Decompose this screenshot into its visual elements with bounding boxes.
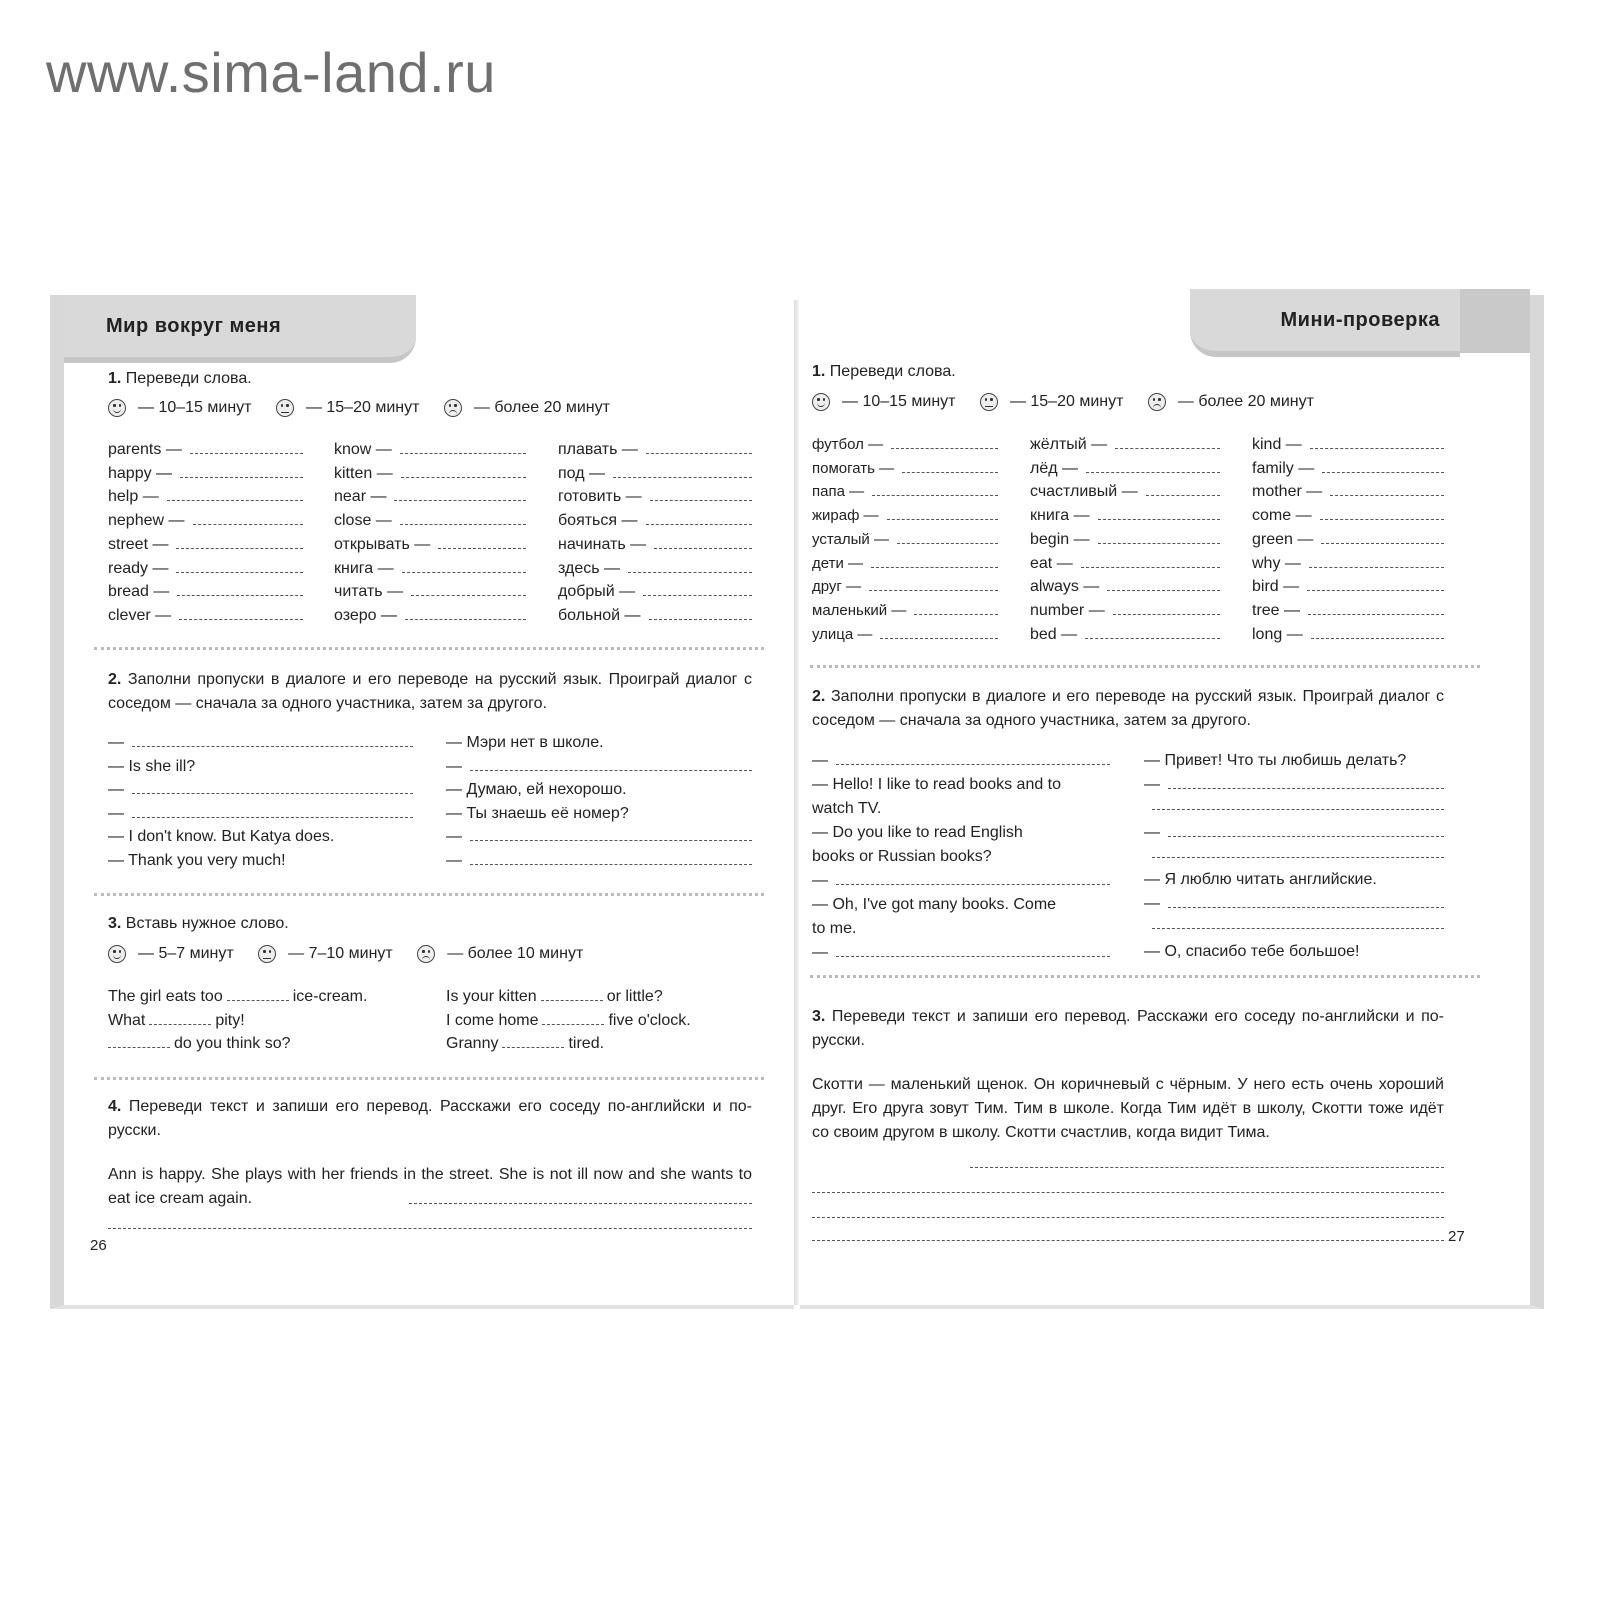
word-item[interactable]: parents — [108, 438, 303, 462]
word-item[interactable]: готовить — [558, 485, 752, 509]
fill-in-sentence[interactable]: What pity! [108, 1011, 245, 1029]
word-item[interactable]: come — [1252, 504, 1444, 528]
dialogue-line: — Мэри нет в школе. [446, 734, 604, 751]
answer-line[interactable] [108, 1228, 752, 1229]
page-number: 27 [1448, 1228, 1465, 1245]
word-item[interactable]: здесь — [558, 557, 752, 581]
dialogue-line[interactable]: — [446, 849, 752, 873]
word-item[interactable]: помогать — [812, 457, 998, 481]
task1-heading: 1. Переведи слова. [812, 363, 956, 380]
word-item[interactable]: дети — [812, 552, 998, 576]
sad-face-icon [417, 945, 435, 963]
word-item[interactable]: плавать — [558, 438, 752, 462]
task4-text: Ann is happy. She plays with her friends in the street. She is not ill now and she wants to eat ice cream again. [108, 1166, 752, 1207]
dialogue-line: to me. [812, 920, 857, 937]
word-item[interactable]: папа — [812, 480, 998, 504]
dialogue-line[interactable]: — [812, 941, 1110, 965]
word-item[interactable]: улица — [812, 623, 998, 647]
fill-in-sentence[interactable]: do you think so? [108, 1032, 438, 1056]
dialogue-left-column [812, 749, 1110, 965]
word-item[interactable]: бояться — [558, 509, 752, 533]
word-column-2 [1030, 433, 1220, 646]
word-item[interactable]: kind — [1252, 433, 1444, 457]
left-page [50, 295, 794, 1309]
dialogue-line[interactable]: — [108, 778, 413, 802]
word-item[interactable]: ready — [108, 557, 303, 581]
word-item[interactable]: begin — [1030, 528, 1220, 552]
time-legend: — 5–7 минут — 7–10 минут — более 10 минут [108, 945, 603, 968]
word-item[interactable]: больной — [558, 604, 752, 628]
word-item[interactable]: near — [334, 485, 526, 509]
answer-line[interactable] [970, 1167, 1444, 1168]
word-item[interactable]: kitten — [334, 462, 526, 486]
dialogue-line: — I don't know. But Katya does. [108, 828, 335, 845]
time-legend: — 10–15 минут — 15–20 минут — более 20 минут [812, 393, 1334, 416]
dialogue-line: — Я люблю читать английские. [1144, 871, 1377, 888]
task3-text: Скотти — маленький щенок. Он коричневый с чёрным. У него есть очень хороший друг. Его друга зовут Тим. Тим в школе. Когда Тим идёт в школу, Скотти тоже идёт со своим другом в школу. Скотти счастлив, когда видит Тима. [812, 1076, 1444, 1141]
neutral-face-icon [980, 393, 998, 411]
task3-heading: 3. Переведи текст и запиши его перевод. Расскажи его соседу по-английски и по-русски. [812, 1008, 1444, 1049]
word-item[interactable]: bed — [1030, 623, 1220, 647]
section-divider [94, 893, 764, 896]
dialogue-line: — Is she ill? [108, 757, 196, 775]
word-column-3 [558, 438, 752, 628]
dialogue-line: — Oh, I've got many books. Come [812, 896, 1057, 913]
word-item[interactable]: под — [558, 462, 752, 486]
word-item[interactable]: друг — [812, 575, 998, 599]
sad-face-icon [1148, 393, 1166, 411]
section-divider [810, 975, 1480, 978]
dialogue-line[interactable]: — [1144, 773, 1444, 797]
fill-in-sentence[interactable]: Is your kitten or little? [446, 988, 663, 1005]
word-item[interactable]: книга — [1030, 504, 1220, 528]
fill-in-sentence[interactable]: The girl eats too ice-cream. [108, 988, 368, 1005]
dialogue-line[interactable] [1144, 797, 1444, 821]
answer-line[interactable] [812, 1217, 1444, 1218]
right-page [800, 295, 1544, 1309]
section-divider [94, 1077, 764, 1080]
word-item[interactable]: счастливый — [1030, 480, 1220, 504]
dialogue-line[interactable]: — [108, 731, 413, 755]
word-item[interactable]: читать — [334, 580, 526, 604]
word-item[interactable]: озеро — [334, 604, 526, 628]
word-item[interactable]: nephew — [108, 509, 303, 533]
dialogue-line[interactable]: — [812, 869, 1110, 893]
header-bar [1460, 289, 1530, 353]
sad-face-icon [444, 399, 462, 417]
time-legend: — 10–15 минут — 15–20 минут — более 20 минут [108, 399, 630, 422]
neutral-face-icon [258, 945, 276, 963]
word-item[interactable]: mother — [1252, 480, 1444, 504]
dialogue-line[interactable]: — [108, 802, 413, 826]
answer-line[interactable] [812, 1192, 1444, 1193]
word-item[interactable]: книга — [334, 557, 526, 581]
dialogue-line: — Ты знаешь её номер? [446, 804, 629, 822]
dialogue-line[interactable] [1144, 916, 1444, 940]
task4-heading: 4. Переведи текст и запиши его перевод. Расскажи его соседу по-английски и по-русски. [108, 1098, 752, 1139]
word-item[interactable]: long — [1252, 623, 1444, 647]
happy-face-icon [108, 945, 126, 963]
dialogue-line: books or Russian books? [812, 848, 992, 865]
fill-in-column-2 [446, 985, 766, 1056]
word-item[interactable]: начинать — [558, 533, 752, 557]
dialogue-line[interactable]: — [812, 749, 1110, 773]
answer-line[interactable] [409, 1203, 752, 1204]
section-divider [94, 647, 764, 650]
word-item[interactable]: tree — [1252, 599, 1444, 623]
dialogue-line[interactable]: — [446, 755, 752, 779]
word-item[interactable]: close — [334, 509, 526, 533]
word-item[interactable]: bread — [108, 580, 303, 604]
section-divider [810, 665, 1480, 668]
word-item[interactable]: eat — [1030, 552, 1220, 576]
word-item[interactable]: family — [1252, 457, 1444, 481]
happy-face-icon [108, 399, 126, 417]
word-column-3 [1252, 433, 1444, 646]
dialogue-line[interactable]: — [1144, 821, 1444, 845]
dialogue-line: — Do you like to read English [812, 824, 1023, 841]
word-item[interactable]: why — [1252, 552, 1444, 576]
dialogue-line: watch TV. [812, 800, 882, 817]
dialogue-left-column [108, 731, 413, 872]
dialogue-line[interactable]: — [446, 825, 752, 849]
dialogue-line: — Thank you very much! [108, 851, 286, 869]
word-item[interactable]: футбол — [812, 433, 998, 457]
fill-in-column-1 [108, 985, 438, 1056]
fill-in-sentence[interactable]: I come home five o'clock. [446, 1011, 691, 1029]
neutral-face-icon [276, 399, 294, 417]
answer-line[interactable] [812, 1240, 1444, 1241]
word-item[interactable]: лёд — [1030, 457, 1220, 481]
page-title: Мир вокруг меня [64, 295, 416, 363]
dialogue-line: — Думаю, ей нехорошо. [446, 781, 627, 798]
word-column-2 [334, 438, 526, 628]
word-item[interactable]: always — [1030, 575, 1220, 599]
word-item[interactable]: жёлтый — [1030, 433, 1220, 457]
page-number: 26 [90, 1237, 107, 1254]
dialogue-line: — Hello! I like to read books and to [812, 776, 1062, 793]
watermark: www.sima-land.ru [46, 41, 496, 104]
word-column-1 [812, 433, 998, 646]
task3-heading: 3. Вставь нужное слово. [108, 915, 289, 932]
dialogue-line[interactable]: — [1144, 892, 1444, 916]
word-item[interactable]: clever — [108, 604, 303, 628]
word-item[interactable]: bird — [1252, 575, 1444, 599]
word-item[interactable]: усталый — [812, 528, 998, 552]
word-item[interactable]: number — [1030, 599, 1220, 623]
word-item[interactable]: know — [334, 438, 526, 462]
dialogue-line: — Привет! Что ты любишь делать? [1144, 752, 1407, 769]
word-item[interactable]: маленький — [812, 599, 998, 623]
happy-face-icon [812, 393, 830, 411]
word-item[interactable]: жираф — [812, 504, 998, 528]
word-item[interactable]: street — [108, 533, 303, 557]
word-item[interactable]: help — [108, 485, 303, 509]
dialogue-right-column [446, 731, 752, 872]
task1-heading: 1. Переведи слова. [108, 370, 252, 387]
dialogue-line[interactable] [1144, 845, 1444, 869]
fill-in-sentence[interactable]: Granny tired. [446, 1035, 605, 1052]
word-column-1 [108, 438, 303, 628]
word-item[interactable]: happy — [108, 462, 303, 486]
word-item[interactable]: открывать — [334, 533, 526, 557]
task2-heading: 2. Заполни пропуски в диалоге и его переводе на русский язык. Проиграй диалог с соседом — сначала за одного участника, затем за другого. [812, 688, 1445, 729]
word-item[interactable]: green — [1252, 528, 1444, 552]
dialogue-right-column [1144, 749, 1444, 964]
word-item[interactable]: добрый — [558, 580, 752, 604]
page-title: Мини-проверка [1190, 289, 1460, 357]
task2-heading: 2. Заполни пропуски в диалоге и его переводе на русский язык. Проиграй диалог с соседом — сначала за одного участника, затем за другого. [108, 671, 752, 712]
dialogue-line: — О, спасибо тебе большое! [1144, 942, 1360, 960]
